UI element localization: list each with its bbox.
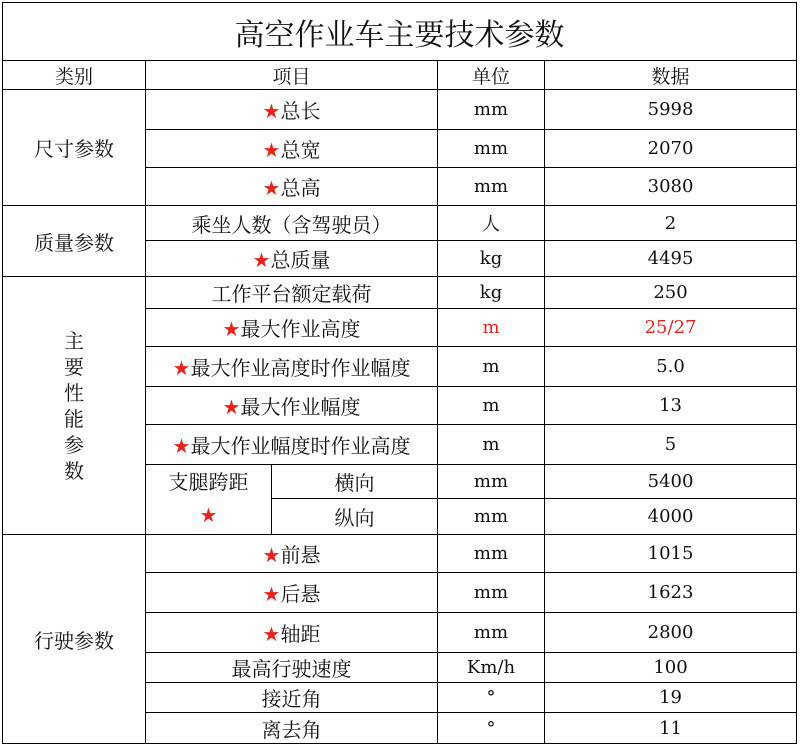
value-width-at-max-height: 5.0 [545,347,797,387]
category-char: 数 [64,458,84,483]
item-rear-overhang [146,573,438,613]
category-char: 参 [64,432,84,457]
category-char: 能 [64,406,84,431]
value-rear-overhang: 1623 [545,573,797,613]
item-approach-angle: 接近角 [146,683,438,713]
unit-width-at-max-height: m [438,347,545,387]
item-height-at-max-reach [146,425,438,465]
unit-outrigger-longitudinal: mm [438,499,545,535]
header-category: 类别 [3,61,146,90]
value-platform-load: 250 [545,277,797,309]
item-max-height [146,309,438,347]
category-mass: 质量参数 [3,206,146,277]
star-icon: ★ [172,356,191,380]
star-icon: ★ [222,395,241,419]
unit-total-mass: kg [438,241,545,277]
value-width: 2070 [545,130,797,168]
unit-height: mm [438,168,545,206]
value-departure-angle: 11 [545,713,797,744]
value-max-speed: 100 [545,653,797,683]
value-wheelbase: 2800 [545,613,797,653]
star-icon: ★ [262,622,281,646]
item-outrigger [146,465,272,535]
item-label: 总高 [280,176,321,200]
unit-width: mm [438,130,545,168]
unit-height-at-max-reach: m [438,425,545,465]
unit-outrigger-lateral: mm [438,465,545,499]
spec-table [2,2,797,744]
unit-front-overhang: mm [438,535,545,573]
item-passengers: 乘坐人数（含驾驶员） [146,206,438,241]
unit-platform-load: kg [438,277,545,309]
header-data: 数据 [545,61,797,90]
value-height-at-max-reach: 5 [545,425,797,465]
item-width [146,130,438,168]
item-platform-load: 工作平台额定载荷 [146,277,438,309]
value-approach-angle: 19 [545,683,797,713]
star-icon: ★ [172,434,191,458]
star-icon: ★ [222,317,241,341]
item-label: 轴距 [280,622,321,646]
item-front-overhang [146,535,438,573]
unit-max-reach: m [438,387,545,425]
item-label: 后悬 [280,582,321,606]
item-label: 最大作业幅度时作业高度 [190,434,411,458]
unit-length: mm [438,90,545,130]
header-unit: 单位 [438,61,545,90]
value-length: 5998 [545,90,797,130]
item-wheelbase [146,613,438,653]
star-icon: ★ [262,99,281,123]
star-icon: ★ [199,502,218,527]
item-label: 总质量 [270,248,331,272]
unit-max-speed: Km/h [438,653,545,683]
item-outrigger-longitudinal: 纵向 [272,499,438,535]
item-height [146,168,438,206]
item-width-at-max-height [146,347,438,387]
category-char: 要 [64,354,84,379]
star-icon: ★ [262,138,281,162]
header-item: 项目 [146,61,438,90]
value-outrigger-longitudinal: 4000 [545,499,797,535]
category-size: 尺寸参数 [3,90,146,206]
unit-departure-angle: ° [438,713,545,744]
item-max-speed: 最高行驶速度 [146,653,438,683]
item-max-reach [146,387,438,425]
category-char: 主 [64,328,84,353]
item-label: 最大作业高度时作业幅度 [190,356,411,380]
item-label: 支腿跨距 [168,469,249,494]
category-performance [3,277,146,535]
value-front-overhang: 1015 [545,535,797,573]
value-max-height: 25/27 [545,309,797,347]
star-icon: ★ [252,248,271,272]
star-icon: ★ [262,543,281,567]
item-total-mass [146,241,438,277]
star-icon: ★ [262,582,281,606]
item-length [146,90,438,130]
unit-passengers: 人 [438,206,545,241]
item-outrigger-lateral: 横向 [272,465,438,499]
category-char: 性 [64,380,84,405]
item-departure-angle: 离去角 [146,713,438,744]
value-height: 3080 [545,168,797,206]
item-label: 最大作业幅度 [240,395,361,419]
value-total-mass: 4495 [545,241,797,277]
category-driving: 行驶参数 [3,535,146,744]
item-label: 总长 [280,99,321,123]
value-passengers: 2 [545,206,797,241]
value-max-reach: 13 [545,387,797,425]
star-icon: ★ [262,176,281,200]
item-label: 最大作业高度 [240,317,361,341]
table-title: 高空作业车主要技术参数 [3,3,797,61]
unit-approach-angle: ° [438,683,545,713]
unit-rear-overhang: mm [438,573,545,613]
unit-max-height: m [438,309,545,347]
item-label: 总宽 [280,138,321,162]
item-label: 前悬 [280,543,321,567]
unit-wheelbase: mm [438,613,545,653]
value-outrigger-lateral: 5400 [545,465,797,499]
